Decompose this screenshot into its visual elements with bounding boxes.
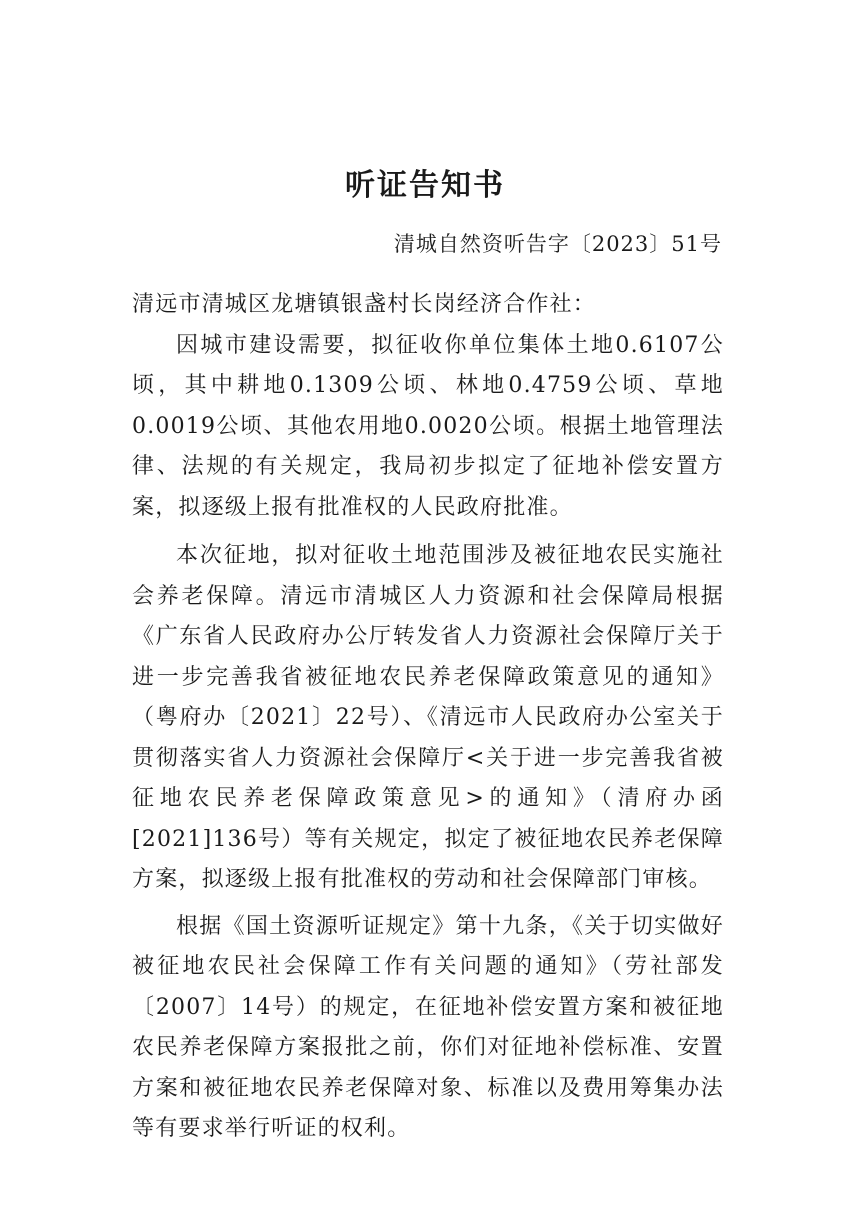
paragraph-hearing-rights: 根据《国土资源听证规定》第十九条，《关于切实做好被征地农民社会保障工作有关问题的通知》（劳社部发〔2007〕14号）的规定，在征地补偿安置方案和被征地农民养老保障方案报批之前，你们对征地补偿标准、安置方案和被征地农民养老保障对象、标准以及费用筹集办法等有要求举行听证的权利。: [132, 913, 724, 1141]
document-body: [132, 285, 724, 1150]
paragraph-land-expropriation: 因城市建设需要，拟征收你单位集体土地0.6107公顷，其中耕地0.1309公顷、林地0.4759公顷、草地0.0019公顷、其他农用地0.0020公顷。根据土地管理法律、法规的有关规定，我局初步拟定了征地补偿安置方案，拟逐级上报有批准权的人民政府批准。: [132, 332, 724, 520]
paragraph-pension-security: 本次征地，拟对征收土地范围涉及被征地农民实施社会养老保障。清远市清城区人力资源和社会保障局根据《广东省人民政府办公厅转发省人力资源社会保障厅关于进一步完善我省被征地农民养老保障政策意见的通知》（粤府办〔2021〕22号）、《清远市人民政府办公室关于贯彻落实省人力资源社会保障厅<关于进一步完善我省被征地农民养老保障政策意见>的通知》（清府办函[2021]136号）等有关规定，拟定了被征地农民养老保障方案，拟逐级上报有批准权的劳动和社会保障部门审核。: [132, 543, 724, 892]
document-number: 清城自然资听告字〔2023〕51号: [393, 232, 722, 256]
document-title: 听证告知书: [345, 168, 505, 203]
recipient-line: 清远市清城区龙塘镇银盏村长岗经济合作社：: [132, 292, 597, 317]
